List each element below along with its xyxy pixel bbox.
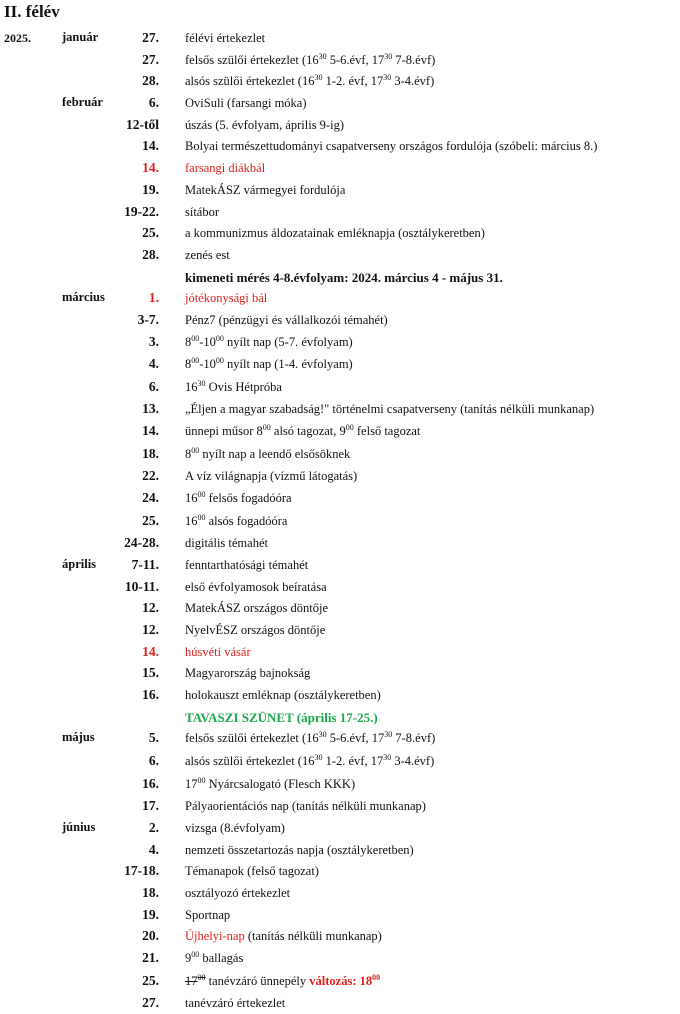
schedule-row [0,465,680,487]
time-superscript: 30 [314,73,323,83]
time-superscript: 00 [197,512,206,522]
event-text-segment: 8 [185,446,192,461]
day-label: 14. [142,160,159,176]
event-text-segment: felsős szülői értekezlet (16 [185,52,319,67]
event-text [185,205,219,220]
event-text [185,821,285,836]
event-text-segment: 17 [185,973,198,988]
event-text-segment: 8 [185,357,192,372]
event-text [185,270,503,286]
event-text [185,313,388,328]
day-label: 3. [148,333,159,349]
time-superscript: 00 [197,489,206,499]
day-label: 10-11. [124,578,159,594]
day-label: 6. [148,752,159,768]
event-text-segment: OviSuli (farsangi móka) [185,96,307,111]
schedule-row [0,882,680,904]
event-text [185,74,434,89]
schedule-row [0,773,680,796]
event-text-segment: 9 [185,950,192,965]
event-text [185,951,243,966]
time-superscript: 00 [191,949,200,959]
event-text-segment: MatekÁSZ országos döntője [185,601,329,616]
event-text-segment: 7-8.évf) [392,52,436,67]
event-text [185,929,382,944]
event-text-segment: digitális témahét [185,536,268,551]
time-superscript: 30 [383,752,392,762]
schedule-row [0,398,680,420]
event-text [185,226,485,241]
day-label: 17-18. [124,863,159,879]
event-text-segment: nyílt nap (1-4. évfolyam) [223,357,353,372]
event-text-segment: felsős szülői értekezlet (16 [185,731,319,746]
event-text-segment: vizsga (8.évfolyam) [185,820,285,835]
event-text-segment: alsós fogadóóra [205,513,288,528]
event-text-segment: nyílt nap a leendő elsősöknek [199,446,351,461]
day-label: 18. [142,884,159,900]
event-text [185,645,251,660]
time-superscript: 00 [372,972,381,982]
day-label: 19-22. [124,203,159,219]
event-text-segment: első évfolyamosok beíratása [185,579,327,594]
day-label: 25. [142,512,159,528]
month-label: április [62,556,97,571]
time-superscript: 30 [384,51,393,61]
year-label: 2025. [4,31,31,45]
page-title: II. félév [4,2,60,21]
event-text-segment: úszás (5. évfolyam, április 9-ig) [185,117,344,132]
event-text-segment: Bolyai természettudományi csapatverseny országos fordulója (szóbeli: március 8.) [185,139,598,154]
event-text-segment: jótékonysági bál [185,291,268,306]
event-text-segment: (tanítás nélküli munkanap) [244,929,382,944]
schedule-row [0,860,680,882]
event-text-segment: Ovis Hétpróba [205,379,282,394]
event-text-segment: zenés est [185,247,230,262]
event-text-segment: Pályaorientációs nap (tanítás nélküli munkanap) [185,799,426,814]
event-text [185,291,267,306]
day-label: 1. [148,290,159,306]
schedule-row [0,904,680,926]
event-text-segment: Magyarország bajnokság [185,666,311,681]
event-text-segment: -10 [199,334,216,349]
event-text-segment: felsős fogadóóra [205,490,292,505]
event-text [185,469,357,484]
day-label: 28. [142,73,159,89]
time-superscript: 00 [191,445,200,455]
day-label: 2. [148,819,159,835]
schedule-row [0,706,680,728]
schedule-row [0,114,680,136]
event-text-segment: Nyárcsalogató (Flesch KKK) [205,776,356,791]
schedule-row [0,641,680,663]
event-text [185,580,327,595]
event-text-segment: tanévzáró ünnepély [205,973,310,988]
event-text-segment: felső tagozat [353,424,421,439]
schedule-row [0,420,680,443]
schedule-row [0,487,680,510]
schedule-row [0,925,680,947]
event-text-segment: alsó tagozat, 9 [270,424,346,439]
schedule-list [0,27,680,1014]
day-label: 24-28. [124,535,159,551]
event-text [185,183,345,198]
schedule-row [0,135,680,157]
time-superscript: 00 [191,356,200,366]
schedule-row [0,727,680,750]
event-text-segment: Pénz7 (pénzügyi és vállalkozói témahét) [185,312,388,327]
event-text [185,777,355,792]
time-superscript: 30 [314,752,323,762]
event-text-segment: 16 [185,490,198,505]
event-text [185,248,230,263]
event-text [185,710,378,726]
event-text [185,864,319,879]
schedule-row [0,70,680,92]
schedule-row [0,750,680,773]
event-text [185,161,265,176]
schedule-row [0,817,680,839]
day-label: 20. [142,928,159,944]
event-text-segment: -10 [199,357,216,372]
event-text-segment: kimeneti mérés 4-8.évfolyam: 2024. március 4 - május 31. [185,269,503,285]
schedule-row [0,597,680,619]
day-label: 6. [148,378,159,394]
day-label: 22. [142,468,159,484]
schedule-row [0,947,680,970]
day-label: 16. [142,775,159,791]
event-text-segment: 8 [185,334,192,349]
schedule-row [0,222,680,244]
day-label: 4. [148,356,159,372]
time-superscript: 00 [191,333,200,343]
schedule-row [0,309,680,331]
event-text [185,558,308,573]
time-superscript: 00 [215,333,224,343]
schedule-row [0,287,680,309]
event-text-segment: 1-2. évf, 17 [322,753,384,768]
event-text-segment: osztályozó értekezlet [185,885,291,900]
event-text [185,53,435,68]
event-text [185,731,435,746]
time-superscript: 30 [383,73,392,83]
time-superscript: 00 [262,423,271,433]
event-text-segment: TAVASZI SZÜNET (április 17-25.) [185,709,378,725]
month-label: június [62,819,96,834]
event-text-segment: tanévzáró értekezlet [185,996,286,1011]
day-label: 5. [148,730,159,746]
event-text-segment: 16 [185,513,198,528]
day-label: 6. [148,95,159,111]
schedule-row [0,576,680,598]
schedule-row [0,684,680,706]
schedule-row [0,201,680,223]
schedule-row [0,839,680,861]
schedule-row [0,331,680,354]
day-label: 27. [142,30,159,45]
event-text-segment: ünnepi műsor 8 [185,424,263,439]
event-text-segment: nyílt nap (5-7. évfolyam) [223,334,353,349]
event-text [185,886,290,901]
event-text-segment: „Éljen a magyar szabadság!" történelmi csapatverseny (tanítás nélküli munkanap) [185,402,595,417]
day-label: 12. [142,600,159,616]
event-text-segment: fenntarthatósági témahét [185,557,309,572]
day-label: 4. [148,841,159,857]
day-label: 3-7. [137,311,159,327]
day-label: 7-11. [131,556,159,572]
day-label: 14. [142,423,159,439]
schedule-row [0,376,680,399]
event-text-segment: 16 [185,379,198,394]
schedule-row [0,662,680,684]
event-text-segment: 1-2. évf, 17 [322,74,384,89]
time-superscript: 30 [318,51,327,61]
event-text [185,31,265,46]
event-text [185,447,350,462]
event-text-segment: változás: 18 [309,973,373,988]
schedule-row [0,554,680,576]
event-text-segment: A víz világnapja (vízmű látogatás) [185,469,358,484]
day-label: 19. [142,181,159,197]
month-label: február [62,95,103,110]
event-text-segment: ballagás [199,950,244,965]
time-superscript: 00 [197,972,206,982]
schedule-row [0,443,680,466]
schedule-row [0,970,680,993]
schedule-row [0,157,680,179]
event-text [185,491,292,506]
schedule-row [0,992,680,1014]
schedule-row [0,49,680,71]
month-label: január [62,30,99,44]
event-text [185,357,353,372]
event-text [185,666,310,681]
day-label: 14. [142,138,159,154]
event-text-segment: a kommunizmus áldozatainak emléknapja (osztálykeretben) [185,226,485,241]
event-text-segment: 5-6.évf, 17 [326,52,385,67]
event-text-segment: NyelvÉSZ országos döntője [185,622,326,637]
event-text [185,514,287,529]
event-text-segment: 3-4.évf) [391,753,435,768]
day-label: 17. [142,798,159,814]
event-text-segment: Témanapok (felső tagozat) [185,864,319,879]
schedule-row [0,27,680,49]
event-text [185,623,325,638]
day-label: 13. [142,401,159,417]
day-label: 19. [142,906,159,922]
event-text-segment: alsós szülői értekezlet (16 [185,74,315,89]
event-text [185,754,434,769]
time-superscript: 00 [215,356,224,366]
day-label: 15. [142,665,159,681]
event-text-segment: holokauszt emléknap (osztálykeretben) [185,687,381,702]
time-superscript: 30 [197,378,206,388]
schedule-row [0,244,680,266]
event-text [185,536,268,551]
event-text-segment: 7-8.évf) [392,731,436,746]
day-label: 12-től [126,116,159,132]
month-label: március [62,290,105,305]
event-text-segment: MatekÁSZ vármegyei fordulója [185,182,346,197]
event-text [185,96,307,111]
event-text-segment: Újhelyi-nap [185,929,245,944]
time-superscript: 00 [197,775,206,785]
day-label: 12. [142,621,159,637]
time-superscript: 30 [318,730,327,740]
event-text-segment: félévi értekezlet [185,31,266,45]
event-text-segment: 5-6.évf, 17 [326,731,385,746]
schedule-row [0,795,680,817]
schedule-row [0,266,680,288]
event-text-segment: sítábor [185,204,220,219]
event-text-segment: húsvéti vásár [185,644,251,659]
event-text-segment: nemzeti összetartozás napja (osztálykeretben) [185,842,414,857]
event-text-segment: Sportnap [185,907,231,922]
event-text [185,601,328,616]
day-label: 18. [142,445,159,461]
event-text-segment: alsós szülői értekezlet (16 [185,753,315,768]
event-text [185,996,285,1011]
event-text [185,908,230,923]
event-text [185,843,414,858]
event-text-segment: 17 [185,776,198,791]
schedule-row [0,179,680,201]
day-label: 27. [142,51,159,67]
day-label: 27. [142,995,159,1011]
event-text-segment: farsangi diákbál [185,161,266,176]
schedule-row [0,510,680,533]
event-text [185,380,282,395]
time-superscript: 00 [345,423,354,433]
event-text [185,335,353,350]
event-text [185,688,381,703]
day-label: 24. [142,489,159,505]
day-label: 21. [142,949,159,965]
schedule-row [0,619,680,641]
event-text [185,402,594,417]
event-text [185,974,380,989]
event-text [185,424,420,439]
month-label: május [62,730,95,745]
event-text [185,118,344,133]
day-label: 25. [142,225,159,241]
event-text-segment: 3-4.évf) [391,74,435,89]
day-label: 25. [142,972,159,988]
schedule-row [0,353,680,376]
event-text [185,139,597,154]
event-text [185,799,426,814]
schedule-row [0,532,680,554]
day-label: 28. [142,246,159,262]
schedule-row [0,92,680,114]
day-label: 16. [142,686,159,702]
day-label: 14. [142,643,159,659]
time-superscript: 30 [384,730,393,740]
